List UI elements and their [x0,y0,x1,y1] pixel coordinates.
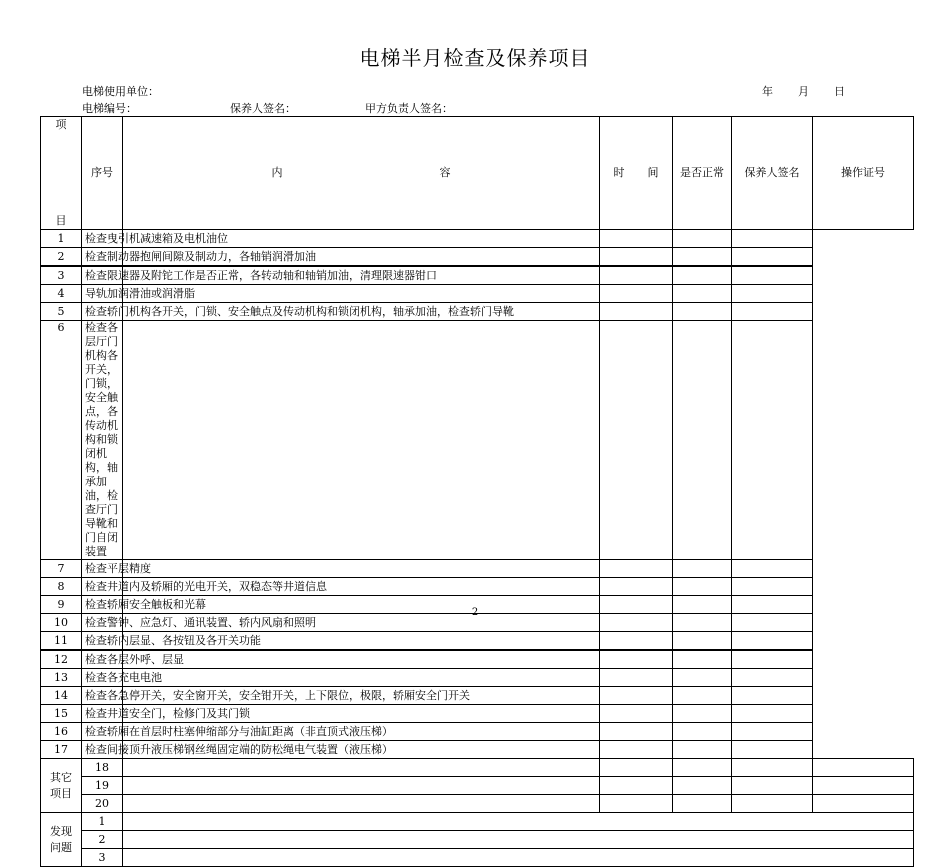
item-no: 13 [41,669,82,687]
col-time-char-2: 间 [647,166,659,179]
maintainer-cell[interactable] [673,669,732,687]
other-no: 20 [82,795,123,813]
item-text: 检查井道安全门，检修门及其门锁 [82,705,123,723]
maintainer-cell[interactable] [673,266,732,285]
item-no: 15 [41,705,82,723]
normal-cell[interactable] [600,266,673,285]
normal-cell[interactable] [600,285,673,303]
issue-no: 1 [82,813,123,831]
item-row [41,266,914,285]
item-row [41,669,914,687]
item-row [41,321,914,560]
item-text: 检查轿内层显、各按钮及各开关功能 [82,632,123,651]
issue-content-cell[interactable] [123,849,914,867]
maintainer-sign-label: 保养人签名： [230,102,296,115]
maintainer-cell[interactable] [732,759,813,777]
section-other-line-2: 项目 [50,786,72,800]
cert-cell[interactable] [732,578,813,596]
issue-row [41,849,914,867]
item-row [41,650,914,669]
cert-cell[interactable] [732,669,813,687]
time-cell[interactable] [123,650,600,669]
maintainer-cell[interactable] [673,248,732,267]
maintainer-cell[interactable] [732,795,813,813]
issue-content-cell[interactable] [123,831,914,849]
other-content-cell[interactable] [123,759,600,777]
section-issues [41,813,82,867]
normal-cell[interactable] [600,632,673,651]
item-row [41,741,914,759]
item-no: 9 [41,596,82,614]
col-cert: 操作证号 [813,117,914,230]
normal-cell[interactable] [600,650,673,669]
item-no: 1 [41,230,82,248]
maintainer-cell[interactable] [673,230,732,248]
cert-cell[interactable] [732,741,813,759]
item-row [41,560,914,578]
item-text: 检查轿厢安全触板和光幕 [82,596,123,614]
time-cell[interactable] [600,795,673,813]
cert-cell[interactable] [813,759,914,777]
party-a-sign-label: 甲方负责人签名： [365,102,453,115]
item-no: 5 [41,303,82,321]
other-row [41,795,914,813]
normal-cell[interactable] [600,705,673,723]
normal-cell[interactable] [600,741,673,759]
item-text: 检查各充电电池 [82,669,123,687]
page-number: 2 [471,607,479,618]
month-label: 月 [798,85,809,98]
header-row [41,117,914,230]
normal-cell[interactable] [673,795,732,813]
col-maintainer: 保养人签名 [732,117,813,230]
cert-cell[interactable] [732,248,813,267]
maintainer-cell[interactable] [673,632,732,651]
maintainer-cell[interactable] [673,705,732,723]
other-row [41,777,914,795]
item-no: 8 [41,578,82,596]
maintainer-cell[interactable] [673,285,732,303]
item-no: 3 [41,266,82,285]
other-row [41,759,914,777]
cert-cell[interactable] [813,777,914,795]
other-content-cell[interactable] [123,795,600,813]
normal-cell[interactable] [600,578,673,596]
normal-cell[interactable] [673,777,732,795]
item-row [41,303,914,321]
item-row [41,248,914,267]
normal-cell[interactable] [673,759,732,777]
col-seq: 序号 [82,117,123,230]
other-content-cell[interactable] [123,777,600,795]
cert-cell[interactable] [732,632,813,651]
section-items-char-2: 目 [55,214,67,227]
item-text: 检查井道内及轿厢的光电开关，双稳态等井道信息 [82,578,123,596]
col-content [123,117,600,230]
section-issues-line-1: 发现 [50,824,72,838]
item-row [41,687,914,705]
normal-cell[interactable] [600,560,673,578]
item-no: 12 [41,650,82,669]
item-text: 检查轿门机构各开关，门锁、安全触点及传动机构和锁闭机构，轴承加油，检查轿门导靴 [82,303,123,321]
maintainer-cell[interactable] [673,741,732,759]
item-text: 检查各层外呼、层显 [82,650,123,669]
time-cell[interactable] [123,669,600,687]
inspection-table [40,116,914,867]
item-text: 检查制动器抱闸间隙及制动力，各轴销润滑加油 [82,248,123,267]
section-items-char-1: 项 [55,118,67,131]
col-time [600,117,673,230]
item-no: 11 [41,632,82,651]
col-content-char-2: 容 [439,166,451,179]
issue-row [41,813,914,831]
section-items [41,117,82,230]
time-cell[interactable] [123,321,600,560]
maintainer-cell[interactable] [673,321,732,560]
item-row [41,705,914,723]
item-no: 7 [41,560,82,578]
normal-cell[interactable] [600,230,673,248]
item-row [41,632,914,651]
col-normal: 是否正常 [673,117,732,230]
other-no: 19 [82,777,123,795]
col-time-char-1: 时 [613,166,625,179]
issue-no: 3 [82,849,123,867]
cert-cell[interactable] [732,560,813,578]
maintainer-cell[interactable] [673,650,732,669]
time-cell[interactable] [600,777,673,795]
col-content-char-1: 内 [271,166,283,179]
year-label: 年 [762,85,773,98]
other-no: 18 [82,759,123,777]
item-text: 检查各层厅门机构各开关，门锁，安全触点，各传动机构和锁闭机构，轴承加油，检查厅门导靴和门自闭装置 [82,321,123,560]
item-no: 2 [41,248,82,267]
maintainer-cell[interactable] [673,303,732,321]
cert-cell[interactable] [732,266,813,285]
maintainer-cell[interactable] [673,687,732,705]
normal-cell[interactable] [600,723,673,741]
normal-cell[interactable] [600,321,673,560]
cert-cell[interactable] [732,303,813,321]
cert-cell[interactable] [732,321,813,560]
cert-cell[interactable] [732,687,813,705]
item-no: 4 [41,285,82,303]
item-row [41,285,914,303]
item-no: 6 [41,321,82,560]
item-text: 导轨加润滑油或润滑脂 [82,285,123,303]
item-no: 17 [41,741,82,759]
item-row [41,723,914,741]
item-row [41,578,914,596]
normal-cell[interactable] [600,687,673,705]
unit-label: 电梯使用单位： [82,85,159,98]
maintainer-cell[interactable] [673,578,732,596]
issue-row [41,831,914,849]
issue-no: 2 [82,831,123,849]
item-no: 10 [41,614,82,632]
item-text: 检查轿厢在首层时柱塞伸缩部分与油缸距离（非直顶式液压梯） [82,723,123,741]
section-issues-line-2: 问题 [50,840,72,854]
item-text: 检查各急停开关，安全窗开关，安全钳开关，上下限位，极限，轿厢安全门开关 [82,687,123,705]
normal-cell[interactable] [600,303,673,321]
cert-cell[interactable] [732,285,813,303]
cert-cell[interactable] [813,795,914,813]
issue-content-cell[interactable] [123,813,914,831]
item-no: 16 [41,723,82,741]
maintainer-cell[interactable] [673,560,732,578]
elevator-no-label: 电梯编号： [82,102,137,115]
cert-cell[interactable] [732,650,813,669]
normal-cell[interactable] [600,248,673,267]
item-text: 检查间接顶升液压梯钢丝绳固定端的防松绳电气装置（液压梯） [82,741,123,759]
item-no: 14 [41,687,82,705]
item-text: 检查限速器及附铊工作是否正常，各转动轴和轴销加油，清理限速器钳口 [82,266,123,285]
item-row [41,230,914,248]
document-title: 电梯半月检查及保养项目 [359,46,591,70]
cert-cell[interactable] [732,723,813,741]
section-other-line-1: 其它 [50,770,72,784]
cert-cell[interactable] [732,230,813,248]
cert-cell[interactable] [732,705,813,723]
time-cell[interactable] [600,759,673,777]
time-cell[interactable] [123,560,600,578]
item-text: 检查警钟、应急灯、通讯装置、轿内风扇和照明 [82,614,123,632]
maintainer-cell[interactable] [673,723,732,741]
item-text: 检查曳引机减速箱及电机油位 [82,230,123,248]
day-label: 日 [834,85,845,98]
section-other [41,759,82,813]
item-text: 检查平层精度 [82,560,123,578]
normal-cell[interactable] [600,669,673,687]
maintainer-cell[interactable] [732,777,813,795]
